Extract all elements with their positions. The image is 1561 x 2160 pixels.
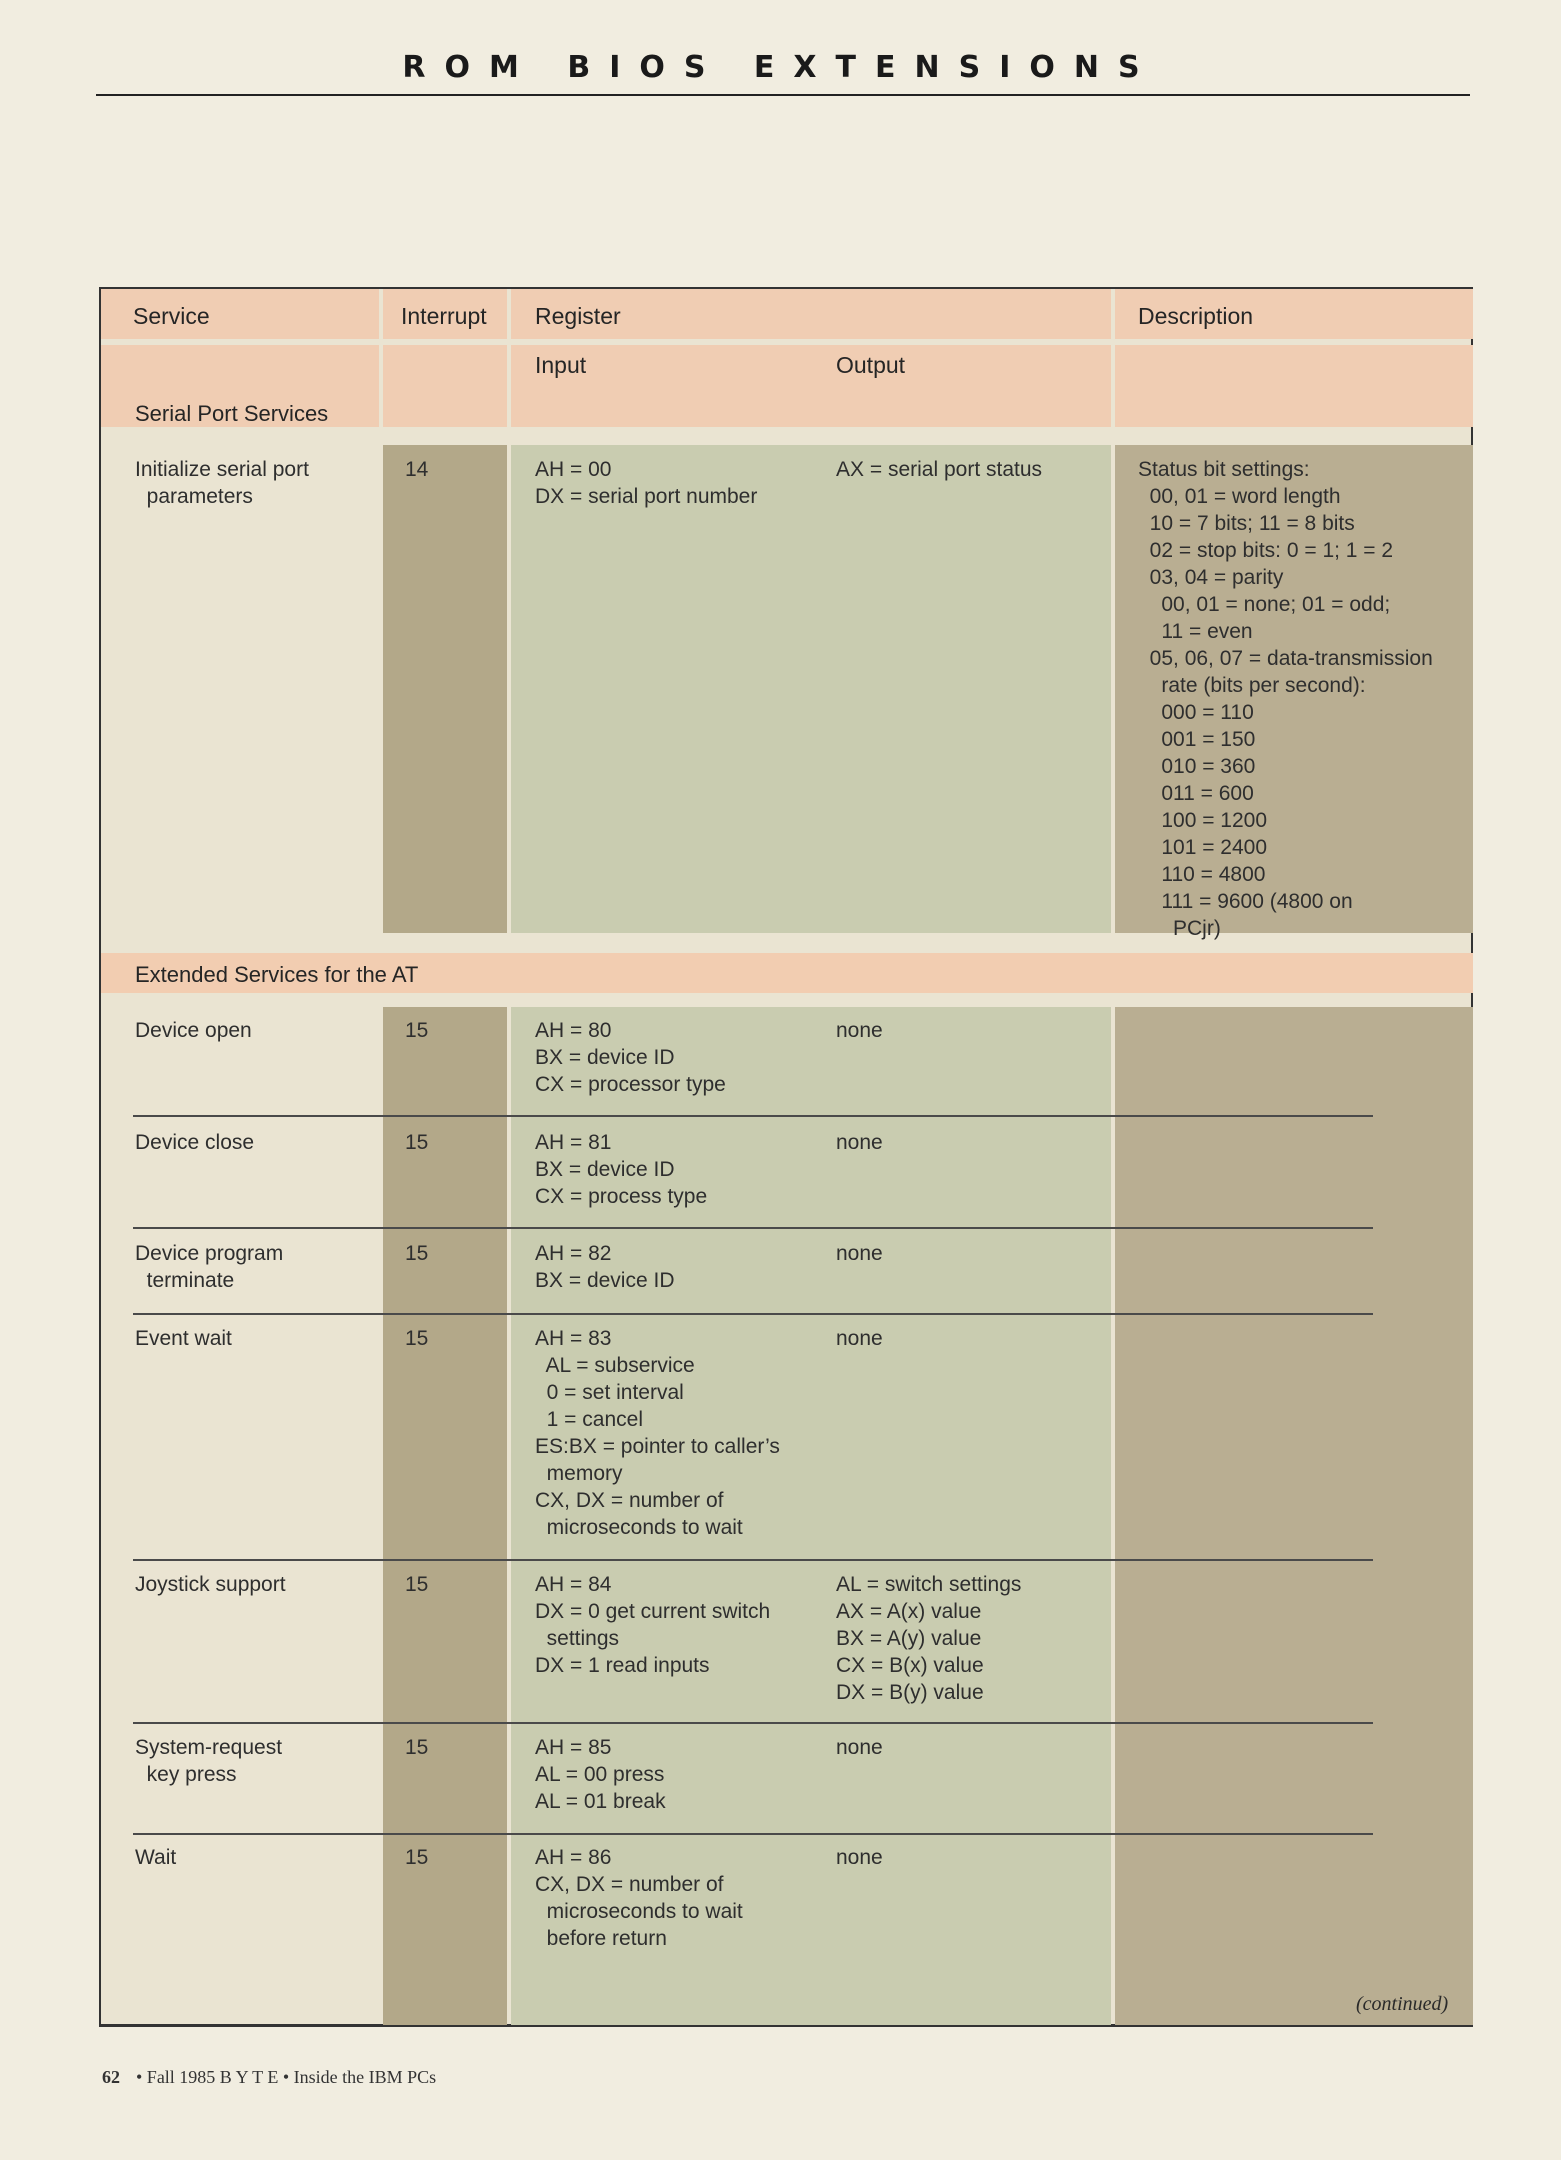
cell-output: CX = B(x) value <box>836 1654 984 1677</box>
cell-output: none <box>836 1327 883 1350</box>
cell-description: 001 = 150 <box>1138 728 1256 751</box>
row-divider <box>133 1313 1373 1315</box>
extended-description-column <box>1115 1007 1473 2025</box>
cell-output: none <box>836 1131 883 1154</box>
cell-service: Wait <box>135 1846 177 1869</box>
row-divider <box>133 1559 1373 1561</box>
serial-register-column <box>511 445 1111 933</box>
header-description: Description <box>1138 303 1254 329</box>
cell-interrupt: 15 <box>405 1019 429 1042</box>
cell-input: CX, DX = number of <box>535 1873 724 1896</box>
row-divider <box>133 1115 1373 1117</box>
cell-input: 0 = set interval <box>535 1381 684 1404</box>
cell-description: 111 = 9600 (4800 on <box>1138 890 1353 913</box>
running-head: ROM BIOS EXTENSIONS <box>402 50 1159 85</box>
cell-input: AH = 85 <box>535 1736 612 1759</box>
cell-service: Event wait <box>135 1327 232 1350</box>
cell-output: BX = A(y) value <box>836 1627 982 1650</box>
cell-service: key press <box>135 1763 237 1786</box>
cell-input: AH = 83 <box>535 1327 612 1350</box>
cell-input: CX, DX = number of <box>535 1489 724 1512</box>
header-input: Input <box>535 352 587 378</box>
cell-input: memory <box>535 1462 623 1485</box>
continued-note: (continued) <box>1356 1993 1449 2015</box>
cell-input: AH = 86 <box>535 1846 612 1869</box>
cell-output: none <box>836 1846 883 1869</box>
cell-service: Device program <box>135 1242 284 1265</box>
cell-input: AH = 84 <box>535 1573 612 1596</box>
cell-input: DX = 0 get current switch <box>535 1600 771 1623</box>
cell-input: microseconds to wait <box>535 1900 743 1923</box>
cell-output: none <box>836 1019 883 1042</box>
cell-service: Initialize serial port <box>135 458 309 481</box>
cell-service: Device open <box>135 1019 252 1042</box>
cell-interrupt: 14 <box>405 458 429 481</box>
cell-input: AH = 81 <box>535 1131 612 1154</box>
cell-description: 100 = 1200 <box>1138 809 1268 832</box>
cell-service: System-request <box>135 1736 283 1759</box>
cell-description: 05, 06, 07 = data-transmission <box>1138 647 1433 670</box>
cell-description: 00, 01 = word length <box>1138 485 1341 508</box>
cell-description: 101 = 2400 <box>1138 836 1268 859</box>
cell-description: 10 = 7 bits; 11 = 8 bits <box>1138 512 1355 535</box>
cell-description: 000 = 110 <box>1138 701 1254 724</box>
cell-description: 11 = even <box>1138 620 1253 643</box>
footer-text: • Fall 1985 B Y T E • Inside the IBM PCs <box>136 2067 437 2087</box>
cell-interrupt: 15 <box>405 1327 429 1350</box>
cell-input: AL = 00 press <box>535 1763 665 1786</box>
cell-service: terminate <box>135 1269 235 1292</box>
header-output: Output <box>836 352 906 378</box>
cell-input: AL = 01 break <box>535 1790 666 1813</box>
cell-interrupt: 15 <box>405 1846 429 1869</box>
row-divider <box>133 1722 1373 1724</box>
running-head-rule <box>96 94 1470 96</box>
subheader-description-cell <box>1115 345 1473 427</box>
cell-interrupt: 15 <box>405 1736 429 1759</box>
header-register: Register <box>535 303 621 329</box>
cell-input: 1 = cancel <box>535 1408 643 1431</box>
cell-input: AH = 00 <box>535 458 612 481</box>
header-interrupt: Interrupt <box>401 303 487 329</box>
cell-input: DX = serial port number <box>535 485 758 508</box>
cell-interrupt: 15 <box>405 1242 429 1265</box>
cell-input: BX = device ID <box>535 1158 675 1181</box>
cell-output: AL = switch settings <box>836 1573 1022 1596</box>
serial-interrupt-column <box>383 445 507 933</box>
cell-service: Joystick support <box>135 1573 286 1596</box>
cell-description: 010 = 360 <box>1138 755 1256 778</box>
row-divider <box>133 1227 1373 1229</box>
cell-output: AX = A(x) value <box>836 1600 982 1623</box>
cell-interrupt: 15 <box>405 1131 429 1154</box>
cell-input: before return <box>535 1927 667 1950</box>
cell-input: CX = process type <box>535 1185 708 1208</box>
cell-description: 00, 01 = none; 01 = odd; <box>1138 593 1391 616</box>
header-service: Service <box>133 303 210 329</box>
subheader-interrupt-cell <box>383 345 507 427</box>
cell-output: DX = B(y) value <box>836 1681 984 1704</box>
page-number: 62 <box>102 2067 120 2087</box>
section-title-extended: Extended Services for the AT <box>135 962 419 987</box>
subheader-register-cell <box>511 345 1111 427</box>
cell-input: AH = 82 <box>535 1242 612 1265</box>
cell-description: 03, 04 = parity <box>1138 566 1284 589</box>
cell-service: parameters <box>135 485 253 508</box>
cell-input: CX = processor type <box>535 1073 726 1096</box>
cell-input: DX = 1 read inputs <box>535 1654 710 1677</box>
section-title-serial: Serial Port Services <box>135 401 329 426</box>
cell-description: Status bit settings: <box>1138 458 1310 481</box>
cell-description: 02 = stop bits: 0 = 1; 1 = 2 <box>1138 539 1394 562</box>
cell-service: Device close <box>135 1131 255 1154</box>
cell-input: AL = subservice <box>535 1354 695 1377</box>
page-footer <box>102 2067 436 2088</box>
cell-description: 011 = 600 <box>1138 782 1254 805</box>
cell-description: PCjr) <box>1138 917 1221 940</box>
cell-description: 110 = 4800 <box>1138 863 1266 886</box>
extended-interrupt-column <box>383 1007 507 2025</box>
cell-input: BX = device ID <box>535 1046 675 1069</box>
cell-output: none <box>836 1736 883 1759</box>
cell-interrupt: 15 <box>405 1573 429 1596</box>
cell-input: AH = 80 <box>535 1019 612 1042</box>
cell-input: microseconds to wait <box>535 1516 743 1539</box>
cell-input: BX = device ID <box>535 1269 675 1292</box>
cell-input: ES:BX = pointer to caller’s <box>535 1435 780 1458</box>
cell-output: none <box>836 1242 883 1265</box>
cell-description: rate (bits per second): <box>1138 674 1366 697</box>
cell-input: settings <box>535 1627 620 1650</box>
row-divider <box>133 1833 1373 1835</box>
cell-output: AX = serial port status <box>836 458 1043 481</box>
bios-services-table <box>99 287 1473 2027</box>
